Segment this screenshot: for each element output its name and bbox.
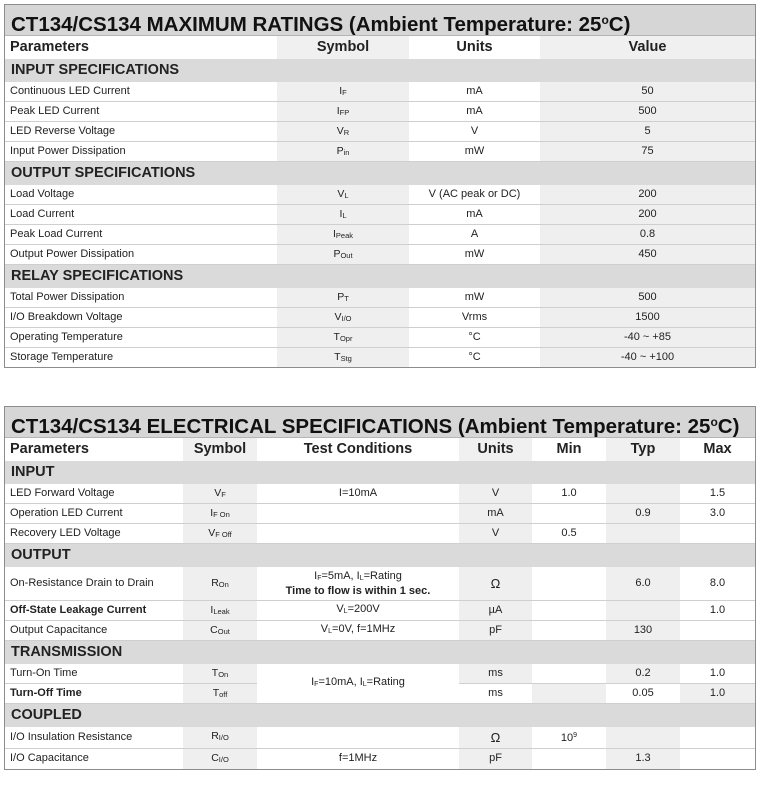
param-cell: Output Power Dissipation — [5, 245, 277, 265]
table-row — [5, 484, 755, 504]
units-cell: Ω — [459, 567, 532, 601]
symbol-cell: $C_{I/O}$ — [183, 748, 257, 769]
max-cell: 1.5 — [680, 484, 755, 504]
value-cell: 75 — [540, 142, 755, 162]
typ-cell — [606, 601, 680, 621]
units-cell: pF — [459, 748, 532, 769]
param-cell: Load Current — [5, 205, 277, 225]
header-units: Units — [409, 36, 540, 59]
typ-cell: 0.2 — [606, 664, 680, 684]
units-cell: V (AC peak or DC) — [409, 185, 540, 205]
typ-cell: 6.0 — [606, 567, 680, 601]
typ-cell: 0.9 — [606, 504, 680, 524]
param-cell: Turn-Off Time — [5, 684, 183, 704]
test-cell — [257, 524, 459, 544]
value-cell: 200 — [540, 205, 755, 225]
param-cell: Load Voltage — [5, 185, 277, 205]
param-cell: I/O Breakdown Voltage — [5, 308, 277, 328]
min-cell — [532, 621, 606, 641]
table-row — [5, 748, 755, 769]
units-cell: °C — [409, 348, 540, 368]
table-row — [5, 621, 755, 641]
max-cell — [680, 748, 755, 769]
units-cell: ms — [459, 664, 532, 684]
table-row — [5, 225, 755, 245]
value-cell: -40 ~ +85 — [540, 328, 755, 348]
typ-cell: 130 — [606, 621, 680, 641]
param-cell: LED Reverse Voltage — [5, 122, 277, 142]
section-row — [5, 59, 755, 82]
max-cell: 8.0 — [680, 567, 755, 601]
min-cell: 0.5 — [532, 524, 606, 544]
min-cell — [532, 684, 606, 704]
min-cell — [532, 664, 606, 684]
typ-cell — [606, 727, 680, 748]
param-cell: I/O Insulation Resistance — [5, 727, 183, 748]
min-cell — [532, 748, 606, 769]
units-cell: mW — [409, 288, 540, 308]
table-row — [5, 102, 755, 122]
test-cell: f=1MHz — [257, 748, 459, 769]
symbol-cell: $V_{I/O}$ — [277, 308, 409, 328]
typ-cell: 1.3 — [606, 748, 680, 769]
test-condition-line1: $I_F=5mA$, $I_L=Rating$ — [314, 569, 402, 582]
max-ratings-title: CT134/CS134 MAXIMUM RATINGS (Ambient Temperature: 25$^o$C) — [5, 5, 755, 36]
header-row — [5, 36, 755, 59]
symbol-cell: $R_{On}$ — [183, 567, 257, 601]
param-cell: On-Resistance Drain to Drain — [5, 567, 183, 601]
symbol-cell: $T_{Opr}$ — [277, 328, 409, 348]
symbol-cell: $T_{off}$ — [183, 684, 257, 704]
units-cell: µA — [459, 601, 532, 621]
value-cell: 1500 — [540, 308, 755, 328]
symbol-cell: $V_{F Off}$ — [183, 524, 257, 544]
units-cell: Vrms — [409, 308, 540, 328]
table-row — [5, 601, 755, 621]
value-cell: 450 — [540, 245, 755, 265]
units-cell: ms — [459, 684, 532, 704]
value-cell: -40 ~ +100 — [540, 348, 755, 368]
max-cell: 3.0 — [680, 504, 755, 524]
section-row — [5, 544, 755, 568]
param-cell: Input Power Dissipation — [5, 142, 277, 162]
symbol-cell: $T_{Stg}$ — [277, 348, 409, 368]
max-cell: 1.0 — [680, 684, 755, 704]
table-row — [5, 308, 755, 328]
table-row — [5, 567, 755, 601]
section-title: COUPLED — [5, 704, 755, 728]
param-cell: Turn-On Time — [5, 664, 183, 684]
header-symbol: Symbol — [277, 36, 409, 59]
value-cell: 50 — [540, 82, 755, 102]
max-cell: 1.0 — [680, 601, 755, 621]
section-title: INPUT SPECIFICATIONS — [5, 59, 755, 82]
electrical-specs-title: CT134/CS134 ELECTRICAL SPECIFICATIONS (Ambient Temperature: 25$^o$C) — [5, 407, 755, 438]
units-cell: V — [459, 524, 532, 544]
symbol-cell: $I_{Leak}$ — [183, 601, 257, 621]
table-row — [5, 727, 755, 748]
header-parameters: Parameters — [5, 438, 183, 461]
electrical-specs-table — [4, 406, 756, 770]
test-cell: $V_L=0V$, f=1MHz — [257, 621, 459, 641]
section-title: INPUT — [5, 461, 755, 484]
value-cell: 200 — [540, 185, 755, 205]
param-cell: Continuous LED Current — [5, 82, 277, 102]
test-cell: I=10mA — [257, 484, 459, 504]
section-title: TRANSMISSION — [5, 641, 755, 665]
section-row — [5, 704, 755, 728]
header-min: Min — [532, 438, 606, 461]
symbol-cell: $I_{Peak}$ — [277, 225, 409, 245]
value-cell: 500 — [540, 288, 755, 308]
symbol-cell: $I_{F On}$ — [183, 504, 257, 524]
table-row — [5, 664, 755, 684]
max-cell: 1.0 — [680, 664, 755, 684]
section-row — [5, 641, 755, 665]
symbol-cell: $P_{Out}$ — [277, 245, 409, 265]
max-cell — [680, 524, 755, 544]
table-row — [5, 288, 755, 308]
symbol-cell: $P_T$ — [277, 288, 409, 308]
symbol-cell: $I_F$ — [277, 82, 409, 102]
units-cell: mW — [409, 245, 540, 265]
table-row — [5, 524, 755, 544]
section-row — [5, 265, 755, 289]
typ-cell — [606, 524, 680, 544]
section-title: RELAY SPECIFICATIONS — [5, 265, 755, 289]
max-ratings-table — [4, 4, 756, 368]
param-cell: Output Capacitance — [5, 621, 183, 641]
symbol-cell: $V_F$ — [183, 484, 257, 504]
units-cell: mA — [409, 82, 540, 102]
min-cell — [532, 601, 606, 621]
symbol-cell: $I_L$ — [277, 205, 409, 225]
section-row — [5, 162, 755, 186]
units-cell: V — [459, 484, 532, 504]
table-row — [5, 185, 755, 205]
header-max: Max — [680, 438, 755, 461]
param-cell: I/O Capacitance — [5, 748, 183, 769]
units-cell: mA — [459, 504, 532, 524]
value-cell: 500 — [540, 102, 755, 122]
param-cell: Recovery LED Voltage — [5, 524, 183, 544]
min-cell: 1.0 — [532, 484, 606, 504]
header-units: Units — [459, 438, 532, 461]
param-cell: Peak LED Current — [5, 102, 277, 122]
header-parameters: Parameters — [5, 36, 277, 59]
table-row — [5, 82, 755, 102]
header-typ: Typ — [606, 438, 680, 461]
electrical-specs-grid — [5, 438, 755, 769]
symbol-cell: $V_R$ — [277, 122, 409, 142]
test-cell: $V_L=200V$ — [257, 601, 459, 621]
section-title: OUTPUT SPECIFICATIONS — [5, 162, 755, 186]
test-cell — [257, 567, 459, 601]
units-cell: pF — [459, 621, 532, 641]
param-cell: Total Power Dissipation — [5, 288, 277, 308]
min-cell — [532, 567, 606, 601]
typ-cell: 0.05 — [606, 684, 680, 704]
max-cell — [680, 727, 755, 748]
table-row — [5, 245, 755, 265]
units-cell: mA — [409, 102, 540, 122]
table-row — [5, 205, 755, 225]
max-ratings-grid — [5, 36, 755, 367]
param-cell: Off-State Leakage Current — [5, 601, 183, 621]
units-cell: A — [409, 225, 540, 245]
param-cell: Operating Temperature — [5, 328, 277, 348]
max-cell — [680, 621, 755, 641]
units-cell: Ω — [459, 727, 532, 748]
symbol-cell: $I_{FP}$ — [277, 102, 409, 122]
section-title: OUTPUT — [5, 544, 755, 568]
symbol-cell: $P_{in}$ — [277, 142, 409, 162]
table-row — [5, 328, 755, 348]
header-row — [5, 438, 755, 461]
table-row — [5, 122, 755, 142]
test-cell: $I_F=10mA$, $I_L=Rating$ — [257, 664, 459, 704]
min-cell — [532, 504, 606, 524]
symbol-cell: $T_{On}$ — [183, 664, 257, 684]
typ-cell — [606, 484, 680, 504]
units-cell: V — [409, 122, 540, 142]
value-cell: 5 — [540, 122, 755, 142]
table-row — [5, 142, 755, 162]
units-cell: mW — [409, 142, 540, 162]
symbol-cell: $R_{I/O}$ — [183, 727, 257, 748]
units-cell: mA — [409, 205, 540, 225]
param-cell: Peak Load Current — [5, 225, 277, 245]
header-symbol: Symbol — [183, 438, 257, 461]
param-cell: Operation LED Current — [5, 504, 183, 524]
symbol-cell: $C_{Out}$ — [183, 621, 257, 641]
test-condition-line2: Time to flow is within 1 sec. — [285, 584, 431, 597]
param-cell: LED Forward Voltage — [5, 484, 183, 504]
min-cell: $10^9$ — [532, 727, 606, 748]
table-row — [5, 504, 755, 524]
test-cell — [257, 727, 459, 748]
param-cell: Storage Temperature — [5, 348, 277, 368]
value-cell: 0.8 — [540, 225, 755, 245]
section-row — [5, 461, 755, 484]
units-cell: °C — [409, 328, 540, 348]
header-test-conditions: Test Conditions — [257, 438, 459, 461]
table-row — [5, 348, 755, 368]
symbol-cell: $V_L$ — [277, 185, 409, 205]
test-cell — [257, 504, 459, 524]
header-value: Value — [540, 36, 755, 59]
